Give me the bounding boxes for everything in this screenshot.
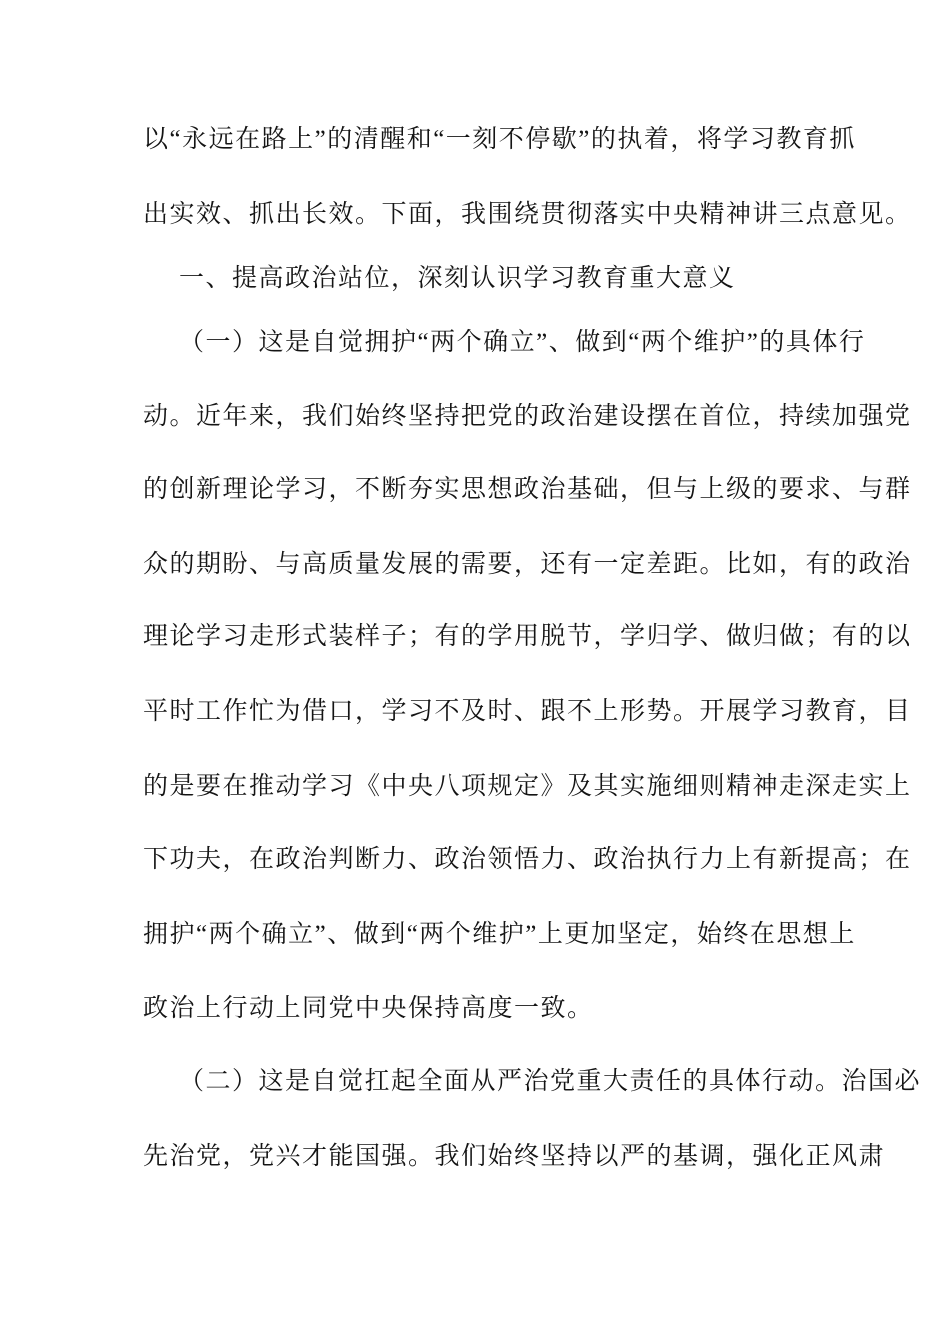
text-line: 拥护“两个确立”、做到“两个维护”上更加坚定，始终在思想上 — [143, 921, 856, 948]
text-line: 出实效、抓出长效。下面，我围绕贯彻落实中央精神讲三点意见。 — [143, 201, 912, 228]
text-line: （二）这是自觉扛起全面从严治党重大责任的具体行动。治国必 — [179, 1068, 922, 1095]
text-line: 理论学习走形式装样子；有的学用脱节，学归学、做归做；有的以 — [143, 623, 912, 650]
section-heading: 一、提高政治站位，深刻认识学习教育重大意义 — [179, 265, 736, 292]
text-line: 的是要在推动学习《中央八项规定》及其实施细则精神走深走实上 — [143, 773, 912, 800]
text-line: 众的期盼、与高质量发展的需要，还有一定差距。比如，有的政治 — [143, 551, 912, 578]
text-line: 动。近年来，我们始终坚持把党的政治建设摆在首位，持续加强党 — [143, 403, 912, 430]
text-line: 政治上行动上同党中央保持高度一致。 — [143, 995, 594, 1022]
text-line: 的创新理论学习，不断夯实思想政治基础，但与上级的要求、与群 — [143, 476, 912, 503]
text-line: 先治党，党兴才能国强。我们始终坚持以严的基调，强化正风肃 — [143, 1143, 886, 1170]
text-line: 下功夫，在政治判断力、政治领悟力、政治执行力上有新提高；在 — [143, 846, 912, 873]
text-line: 平时工作忙为借口，学习不及时、跟不上形势。开展学习教育，目 — [143, 698, 912, 725]
text-line: 以“永远在路上”的清醒和“一刻不停歇”的执着，将学习教育抓 — [143, 126, 856, 153]
text-line: （一）这是自觉拥护“两个确立”、做到“两个维护”的具体行 — [179, 329, 866, 356]
